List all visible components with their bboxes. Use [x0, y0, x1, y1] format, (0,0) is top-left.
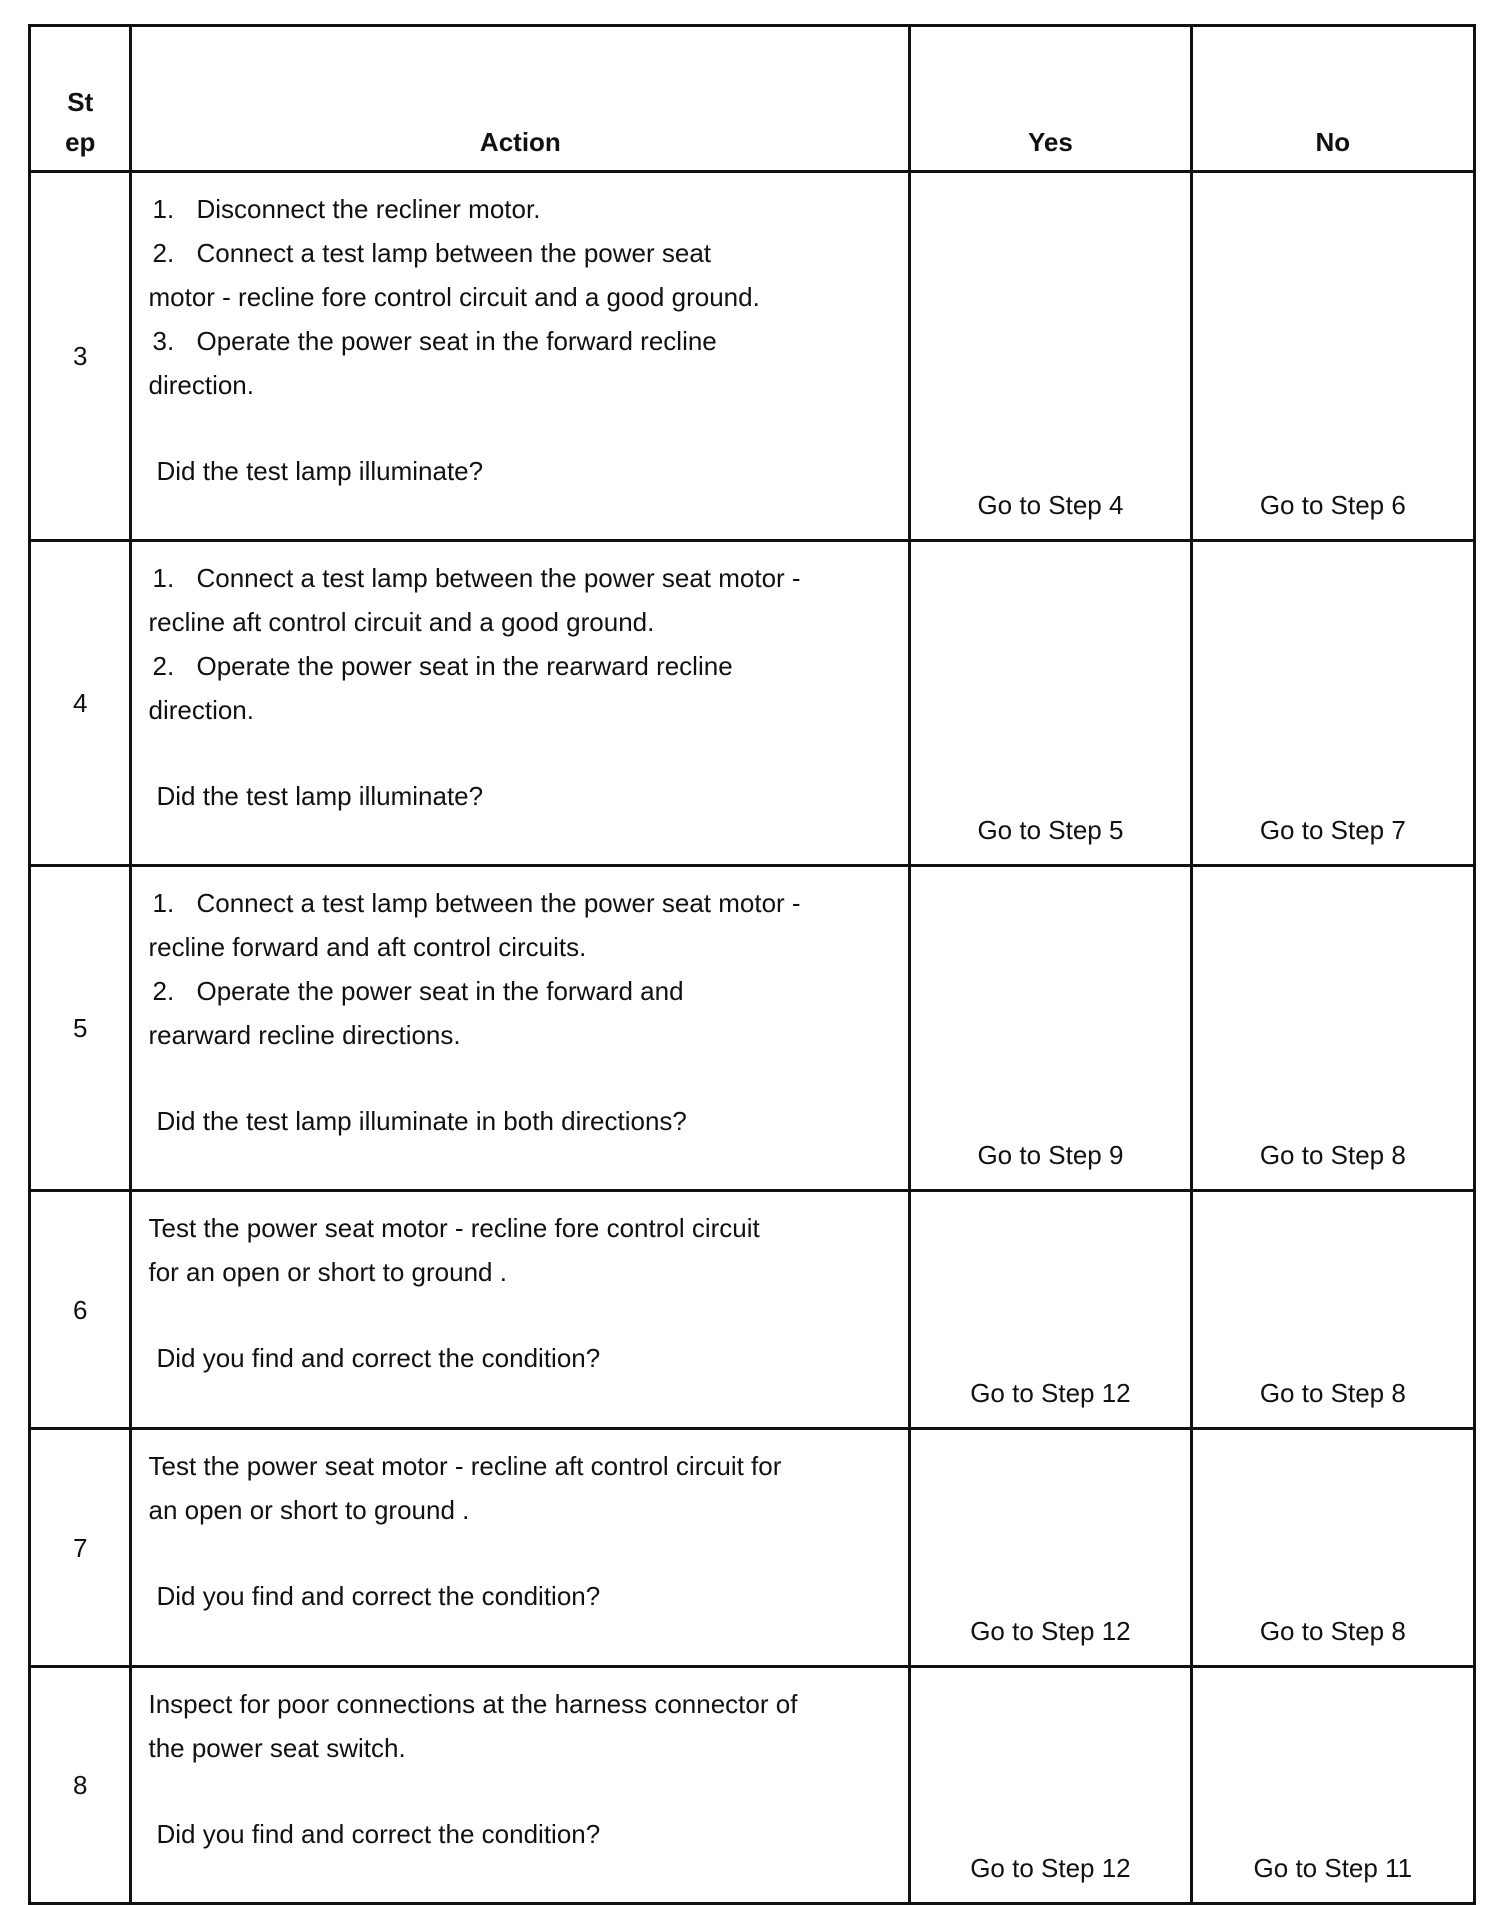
- action-line: [148, 925, 898, 969]
- yes-cell: Go to Step 4: [910, 172, 1191, 541]
- table-row: [30, 866, 1475, 1191]
- action-line: [148, 363, 898, 407]
- yes-cell: Go to Step 5: [910, 541, 1191, 866]
- action-cell: [131, 541, 910, 866]
- action-line: [148, 1250, 898, 1294]
- action-cell: [131, 866, 910, 1191]
- action-item-number: 2.: [152, 976, 175, 1006]
- action-line: [148, 1682, 898, 1726]
- action-line: [148, 275, 898, 319]
- action-spacer: [148, 407, 898, 449]
- action-text: Disconnect the recliner motor.: [196, 194, 541, 224]
- action-line: [148, 187, 898, 231]
- action-cell: [131, 1191, 910, 1429]
- step-number-cell: 7: [30, 1429, 131, 1667]
- action-line: [148, 1206, 898, 1250]
- table-header: [30, 26, 1475, 172]
- action-question: Did the test lamp illuminate?: [156, 781, 484, 811]
- action-question: Did you find and correct the condition?: [156, 1581, 601, 1611]
- action-line: [148, 600, 898, 644]
- action-item-number: 1.: [152, 888, 175, 918]
- header-yes: Yes: [910, 26, 1191, 172]
- action-line: [148, 556, 898, 600]
- action-item-number: 2.: [152, 238, 175, 268]
- table-row: [30, 541, 1475, 866]
- yes-cell: Go to Step 12: [910, 1667, 1191, 1904]
- action-text: Operate the power seat in the rearward recline: [196, 651, 733, 681]
- action-spacer: [148, 1057, 898, 1099]
- header-action: Action: [131, 26, 910, 172]
- no-cell: Go to Step 8: [1191, 1429, 1474, 1667]
- action-line: [148, 969, 898, 1013]
- action-spacer: [148, 1294, 898, 1336]
- action-item-number: 3.: [152, 326, 175, 356]
- action-spacer: [148, 732, 898, 774]
- step-number-cell: 3: [30, 172, 131, 541]
- table-row: [30, 172, 1475, 541]
- action-text: Operate the power seat in the forward and: [196, 976, 684, 1006]
- action-text: direction.: [148, 370, 254, 400]
- action-text: for an open or short to ground .: [148, 1257, 507, 1287]
- action-text: Inspect for poor connections at the harness connector of: [148, 1689, 798, 1719]
- yes-cell: Go to Step 12: [910, 1191, 1191, 1429]
- action-line: [148, 688, 898, 732]
- header-step-label: Step: [65, 87, 96, 157]
- action-text: Test the power seat motor - recline aft control circuit for: [148, 1451, 782, 1481]
- action-text: an open or short to ground .: [148, 1495, 470, 1525]
- header-row: [30, 26, 1475, 172]
- action-cell: [131, 1429, 910, 1667]
- action-text: Test the power seat motor - recline fore control circuit: [148, 1213, 760, 1243]
- yes-cell: Go to Step 12: [910, 1429, 1191, 1667]
- action-question: Did you find and correct the condition?: [156, 1819, 601, 1849]
- step-number-cell: 5: [30, 866, 131, 1191]
- table-row: [30, 1429, 1475, 1667]
- action-spacer: [148, 1532, 898, 1574]
- action-line: [148, 1488, 898, 1532]
- action-line: [148, 1013, 898, 1057]
- action-cell: [131, 1667, 910, 1904]
- table-body: [30, 172, 1475, 1904]
- no-cell: Go to Step 6: [1191, 172, 1474, 541]
- action-line: [148, 881, 898, 925]
- action-line: [148, 231, 898, 275]
- action-spacer: [148, 1770, 898, 1812]
- action-text: direction.: [148, 695, 254, 725]
- table-row: [30, 1191, 1475, 1429]
- action-text: recline forward and aft control circuits.: [148, 932, 587, 962]
- action-text: motor - recline fore control circuit and a good ground.: [148, 282, 760, 312]
- action-item-number: 2.: [152, 651, 175, 681]
- action-question: Did the test lamp illuminate in both directions?: [156, 1106, 687, 1136]
- action-item-number: 1.: [152, 563, 175, 593]
- action-item-number: 1.: [152, 194, 175, 224]
- no-cell: Go to Step 8: [1191, 866, 1474, 1191]
- no-cell: Go to Step 11: [1191, 1667, 1474, 1904]
- action-text: Connect a test lamp between the power seat: [196, 238, 712, 268]
- action-text: Operate the power seat in the forward recline: [196, 326, 717, 356]
- step-number-cell: 6: [30, 1191, 131, 1429]
- table-row: [30, 1667, 1475, 1904]
- action-text: Connect a test lamp between the power seat motor -: [196, 888, 801, 918]
- action-text: the power seat switch.: [148, 1733, 406, 1763]
- action-text: rearward recline directions.: [148, 1020, 461, 1050]
- step-number-cell: 8: [30, 1667, 131, 1904]
- action-line: [148, 1444, 898, 1488]
- header-no: No: [1191, 26, 1474, 172]
- header-step: [30, 26, 131, 172]
- action-question: Did the test lamp illuminate?: [156, 456, 484, 486]
- action-question: Did you find and correct the condition?: [156, 1343, 601, 1373]
- no-cell: Go to Step 7: [1191, 541, 1474, 866]
- action-text: recline aft control circuit and a good ground.: [148, 607, 655, 637]
- no-cell: Go to Step 8: [1191, 1191, 1474, 1429]
- action-line: [148, 1726, 898, 1770]
- diagnostic-table: [28, 24, 1476, 1905]
- action-text: Connect a test lamp between the power seat motor -: [196, 563, 801, 593]
- action-line: [148, 644, 898, 688]
- yes-cell: Go to Step 9: [910, 866, 1191, 1191]
- action-line: [148, 319, 898, 363]
- action-cell: [131, 172, 910, 541]
- step-number-cell: 4: [30, 541, 131, 866]
